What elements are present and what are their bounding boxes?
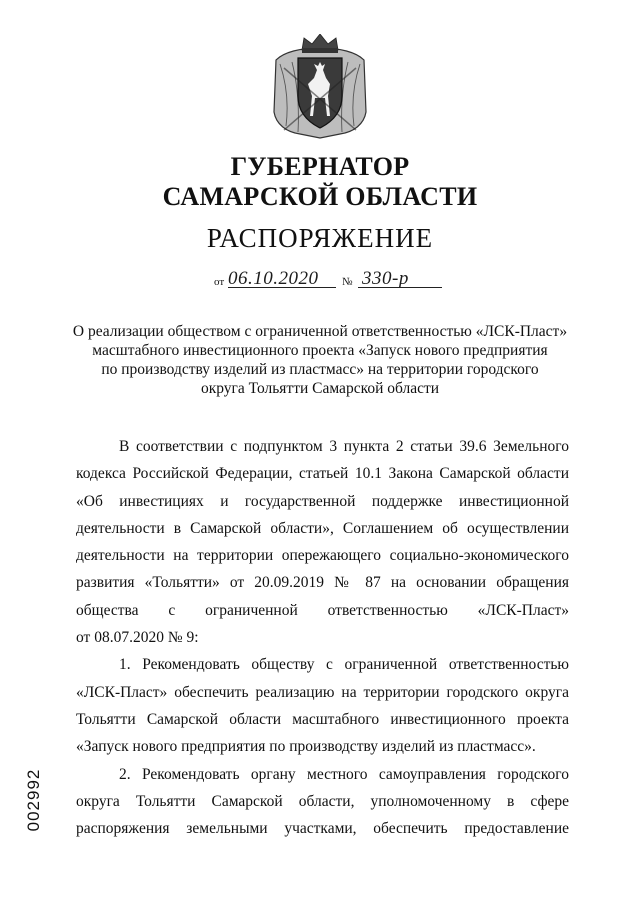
region-title: САМАРСКОЙ ОБЛАСТИ	[162, 182, 478, 211]
document-type: РАСПОРЯЖЕНИЕ	[206, 223, 434, 253]
date-value: 06.10.2020	[228, 268, 319, 289]
governor-title: ГУБЕРНАТОР	[230, 152, 410, 181]
body-line: 2. Рекомендовать органу местного самоуправления городского	[119, 765, 569, 783]
body-line: Тольятти Самарской области масштабного инвестиционного проекта	[76, 710, 569, 728]
number-label: №	[342, 276, 353, 288]
body-line: кодекса Российской Федерации, статьей 10.1 Закона Самарской области	[76, 465, 569, 483]
body-line: В соответствии с подпунктом 3 пункта 2 статьи 39.6 Земельного	[119, 438, 569, 455]
subject-line: округа Тольятти Самарской области	[200, 380, 440, 397]
document-body	[76, 433, 569, 842]
number-value: 330-р	[362, 268, 409, 289]
body-line: от 08.07.2020 № 9:	[76, 629, 199, 647]
body-line: развития «Тольятти» от 20.09.2019 № 87 на основании обращения	[76, 574, 569, 592]
body-line: округа Тольятти Самарской области, уполномоченному в сфере	[76, 792, 569, 810]
margin-stamp-text: 002992	[24, 768, 43, 832]
date-number-line	[210, 268, 450, 292]
body-line: «Запуск нового предприятия по производству изделий из пластмасс».	[76, 738, 536, 756]
subject-line: О реализации обществом с ограниченной ответственностью «ЛСК-Пласт»	[72, 323, 568, 340]
subject-line: масштабного инвестиционного проекта «Запуск нового предприятия	[92, 342, 548, 359]
date-label: от	[214, 276, 225, 288]
margin-registration-number	[24, 770, 44, 830]
body-line: «ЛСК-Пласт» обеспечить реализацию на территории городского округа	[76, 683, 569, 701]
coat-of-arms-icon	[270, 34, 370, 142]
subject-line: по производству изделий из пластмасс» на территории городского	[101, 361, 539, 378]
body-line: деятельности в Самарской области», Соглашением об осуществлении	[76, 519, 569, 537]
body-line: «Об инвестициях и государственной поддержке инвестиционной	[76, 492, 569, 510]
body-line: деятельности на территории опережающего социально-экономического	[76, 547, 569, 565]
body-line: 1. Рекомендовать обществу с ограниченной ответственностью	[119, 656, 569, 674]
body-line: общества с ограниченной ответственностью «ЛСК-Пласт»	[76, 601, 569, 619]
body-line: распоряжения земельными участками, обеспечить предоставление	[76, 820, 569, 838]
document-subject	[60, 322, 580, 398]
